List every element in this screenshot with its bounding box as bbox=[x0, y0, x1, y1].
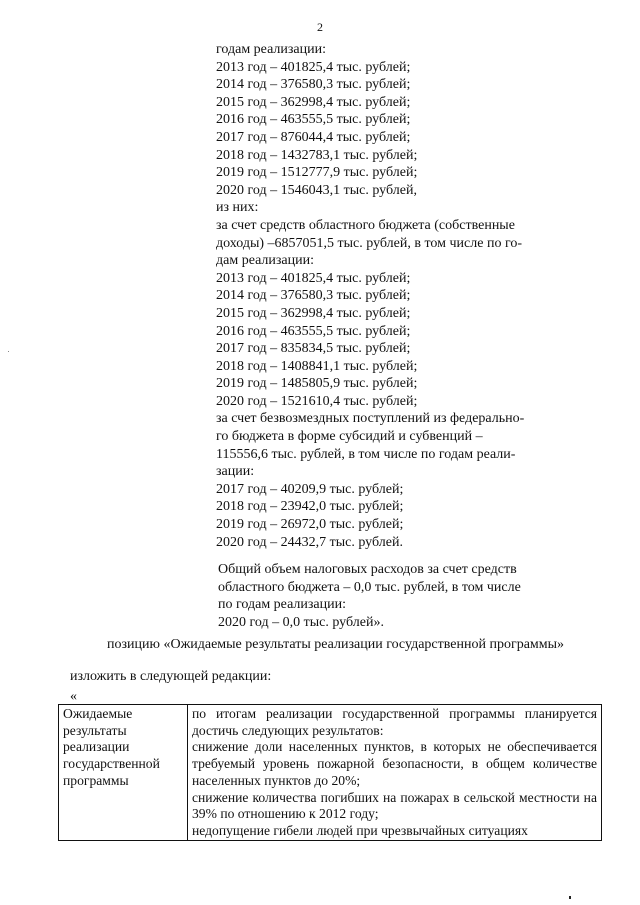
expected-results-table bbox=[58, 704, 602, 841]
financing-line: доходы) –6857051,5 тыс. рублей, в том числе по го- bbox=[216, 235, 522, 251]
financing-line: 2015 год – 362998,4 тыс. рублей; bbox=[216, 305, 411, 321]
financing-line: 2018 год – 1408841,1 тыс. рублей; bbox=[216, 358, 418, 374]
opening-quote-mark: « bbox=[70, 689, 77, 704]
financing-line: 2016 год – 463555,5 тыс. рублей; bbox=[216, 112, 411, 128]
financing-line: 2020 год – 24432,7 тыс. рублей. bbox=[216, 534, 403, 550]
financing-line: из них: bbox=[216, 200, 259, 216]
tax-line: Общий объем налоговых расходов за счет средств bbox=[218, 562, 517, 577]
financing-line: 2016 год – 463555,5 тыс. рублей; bbox=[216, 323, 411, 339]
financing-line: 2018 год – 23942,0 тыс. рублей; bbox=[216, 499, 404, 515]
position-instruction: позицию «Ожидаемые результаты реализации государственной программы» bbox=[107, 637, 565, 652]
financing-line: за счет безвозмездных поступлений из федерально- bbox=[216, 411, 525, 427]
financing-line: за счет средств областного бюджета (собственные bbox=[216, 217, 515, 233]
financing-line: 2020 год – 1546043,1 тыс. рублей, bbox=[216, 182, 417, 198]
financing-line: 2017 год – 876044,4 тыс. рублей; bbox=[216, 129, 411, 145]
page-number: 2 bbox=[317, 20, 323, 34]
financing-line: 2015 год – 362998,4 тыс. рублей; bbox=[216, 94, 411, 110]
parameter-label-cell: Ожидаемые результаты реализации государственной программы bbox=[59, 705, 188, 841]
financing-line: 2013 год – 401825,4 тыс. рублей; bbox=[216, 270, 411, 286]
scan-speck bbox=[8, 351, 9, 352]
table-row bbox=[59, 705, 602, 841]
parameter-value-cell bbox=[188, 705, 602, 841]
edit-instruction: изложить в следующей редакции: bbox=[70, 669, 272, 684]
financing-line: 2019 год – 1485805,9 тыс. рублей; bbox=[216, 376, 418, 392]
result-paragraph: недопущение гибели людей при чрезвычайных ситуациях bbox=[192, 822, 528, 838]
financing-line: 2019 год – 1512777,9 тыс. рублей; bbox=[216, 165, 418, 181]
financing-line: 2014 год – 376580,3 тыс. рублей; bbox=[216, 77, 411, 93]
scan-mark bbox=[569, 896, 571, 899]
tax-line: по годам реализации: bbox=[218, 597, 346, 613]
financing-line: годам реализации: bbox=[216, 42, 326, 57]
financing-line: 2013 год – 401825,4 тыс. рублей; bbox=[216, 59, 411, 75]
tax-line: 2020 год – 0,0 тыс. рублей». bbox=[218, 614, 384, 630]
result-paragraph: снижение количества погибших на пожарах в сельской местности на 39% по отношению к 2012 году; bbox=[192, 789, 597, 822]
financing-line: 2017 год – 835834,5 тыс. рублей; bbox=[216, 341, 411, 357]
financing-line: дам реализации: bbox=[216, 253, 315, 269]
financing-line: го бюджета в форме субсидий и субвенций – bbox=[216, 429, 483, 445]
tax-line: областного бюджета – 0,0 тыс. рублей, в том числе bbox=[218, 579, 521, 595]
financing-line: 2018 год – 1432783,1 тыс. рублей; bbox=[216, 147, 418, 163]
financing-amounts-block bbox=[216, 41, 556, 551]
financing-line: 2020 год – 1521610,4 тыс. рублей; bbox=[216, 393, 418, 409]
result-paragraph: снижение доли населенных пунктов, в которых не обеспечивается требуемый уровень пожарной безопасности, в общем количестве населенных пунктов до 20%; bbox=[192, 739, 597, 788]
financing-line: 2017 год – 40209,9 тыс. рублей; bbox=[216, 481, 404, 497]
result-paragraph: по итогам реализации государственной программы планируется достичь следующих результатов: bbox=[192, 706, 597, 738]
financing-line: 2019 год – 26972,0 тыс. рублей; bbox=[216, 517, 404, 533]
financing-line: 2014 год – 376580,3 тыс. рублей; bbox=[216, 288, 411, 304]
tax-expenditures-block bbox=[218, 561, 558, 631]
financing-line: 115556,6 тыс. рублей, в том числе по годам реали- bbox=[216, 446, 516, 462]
financing-line: зации: bbox=[216, 464, 255, 480]
